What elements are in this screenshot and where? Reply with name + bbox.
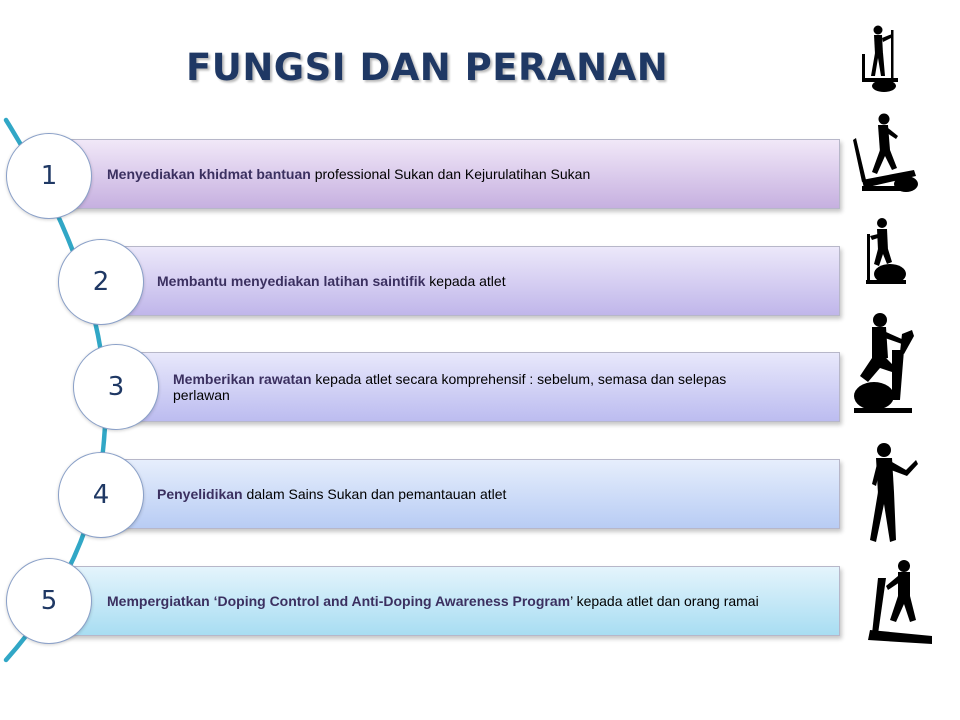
page-title: FUNGSI DAN PERANAN [186, 46, 669, 89]
list-item-1 [50, 139, 840, 209]
elliptical-trainer-icon [852, 110, 920, 202]
number-circle-2 [58, 239, 144, 325]
number-circle-1 [6, 133, 92, 219]
number-label-2: 2 [92, 267, 110, 297]
dancing-woman-icon [862, 440, 920, 550]
list-item-4-text: Penyelidikan dalam Sains Sukan dan pemantauan atlet [157, 486, 507, 502]
list-item-3-text: Memberikan rawatan kepada atlet secara komprehensif : sebelum, semasa dan selepas perlawan [173, 371, 727, 403]
list-item-5 [50, 566, 840, 636]
stepper-machine-icon [860, 216, 910, 286]
treadmill-icon [864, 556, 934, 648]
number-circle-5 [6, 558, 92, 644]
number-label-4: 4 [92, 480, 110, 510]
number-circle-4 [58, 452, 144, 538]
exercise-bike-icon [852, 310, 916, 416]
number-circle-3 [73, 344, 159, 430]
number-label-1: 1 [40, 161, 58, 191]
list-item-2 [102, 246, 840, 316]
number-label-5: 5 [40, 586, 58, 616]
list-item-5-text: Mempergiatkan ‘Doping Control and Anti-Doping Awareness Program’ kepada atlet dan orang ramai [107, 593, 759, 609]
list-item-1-text: Menyediakan khidmat bantuan professional Sukan dan Kejurulatihan Sukan [107, 166, 591, 182]
elliptical-trainer-icon [856, 24, 902, 94]
list-item-4 [102, 459, 840, 529]
number-label-3: 3 [107, 372, 125, 402]
list-item-3 [118, 352, 840, 422]
list-item-2-text: Membantu menyediakan latihan saintifik kepada atlet [157, 273, 506, 289]
